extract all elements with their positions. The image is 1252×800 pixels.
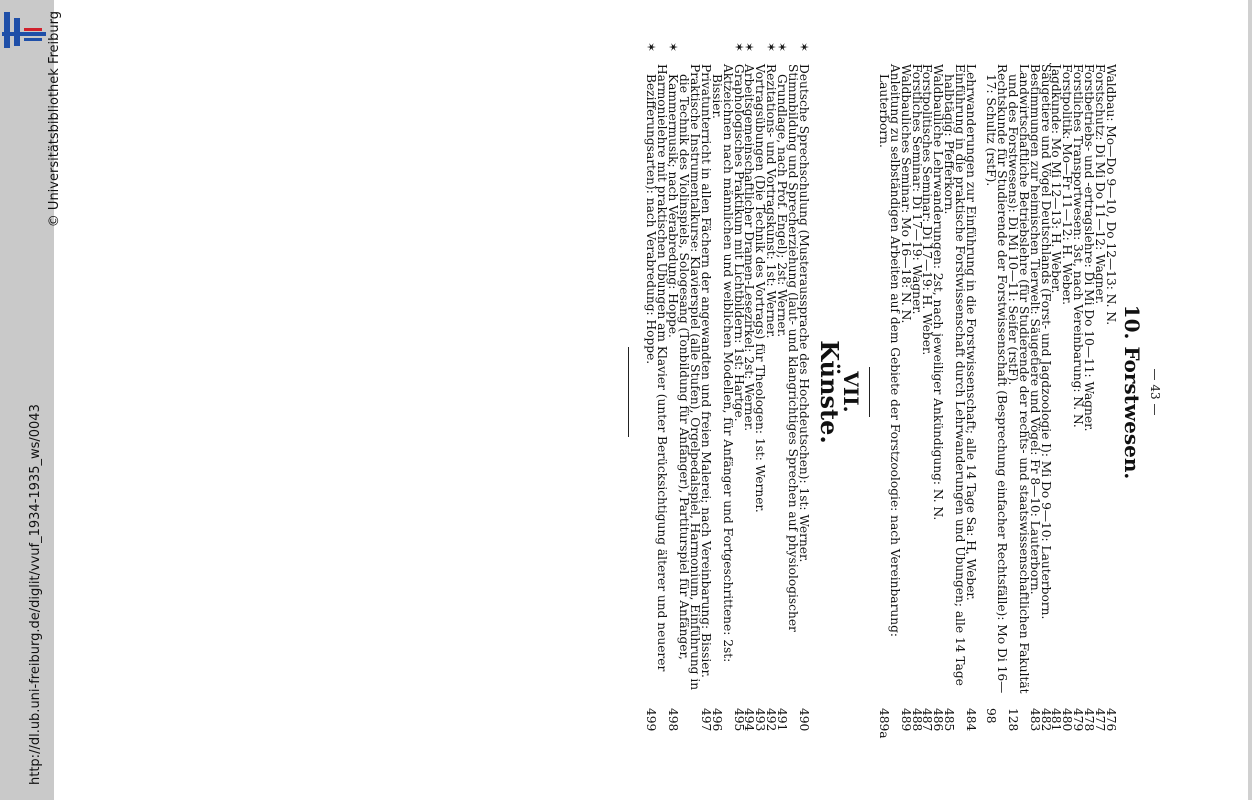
star-icon: ✶ [742, 42, 757, 53]
course-text: Säugetiere und Vögel Deutschlands (Forst- und Jagdzoologie I): Mi Do 9—10: Lauterborn. [1038, 64, 1053, 620]
course-entry [667, 42, 700, 742]
star-icon: ✶ [775, 42, 790, 53]
course-text: Forstliches Seminar: Di 17—19: Wagner. [909, 64, 924, 315]
course-text: Forstliches Transportwesen: 3st, nach Vereinbarung: N. N. [1071, 64, 1086, 428]
viewer-sidebar [0, 0, 62, 800]
course-text: Bestimmungen zur heimischen Tierwelt: Säugetiere und Vögel: Fr 8—10: Lauterborn. [1027, 64, 1042, 595]
divider-rule-bottom [628, 347, 629, 437]
course-number: 476 [1104, 708, 1118, 732]
star-icon: ✶ [644, 42, 659, 53]
star-icon: ✶ [666, 42, 681, 53]
course-entry [1060, 42, 1075, 742]
course-text: Graphologisches Praktikum mit Lichtbildern: 1st: Hartge. [731, 64, 746, 422]
course-text: Forstpolitik: Mo—Fr 11—12: H. Weber. [1060, 64, 1075, 306]
course-entry [933, 42, 944, 742]
course-number: 496 [709, 708, 724, 732]
section-title: 10. Forstwesen. [1120, 304, 1144, 480]
course-text: Aktzeichnen nach männlichen und weiblichen Modellen, für Anfänger und Fortgeschrittene: 2st: Bissier. [709, 64, 735, 663]
course-text: Waldbau: Mo—Do 9—10, Do 12—13: N. N. [1104, 64, 1118, 326]
forst-course-list [878, 42, 1116, 742]
course-number: 484 [964, 708, 979, 732]
course-number: 491 [775, 708, 790, 732]
part-number: VII. [838, 371, 863, 413]
course-number: 483 [1027, 708, 1042, 732]
course-entry [775, 42, 801, 742]
course-number: 481 [1049, 708, 1064, 732]
course-text: Forstschutz: Di Mi Do 11—12: Wagner. [1093, 64, 1108, 305]
course-text: Privatunterricht in allen Fächern der angewandten und freien Malerei; nach Vereinbarung: Bissier. [698, 64, 713, 678]
course-text: Anleitung zu selbständigen Arbeiten auf dem Gebiete der Forstzoologie: nach Vereinbarung: Lauterborn. [876, 64, 902, 637]
document-page [82, 42, 1162, 742]
course-text: Stimmbildung und Sprecherziehung (laut- und klangrichtiges Sprechen auf physiologischer Grundlage, nach Prof. Engel); 2st: Werner. [775, 64, 801, 632]
star-icon: ✶ [796, 42, 811, 53]
course-entry [985, 42, 1007, 742]
course-entry [1007, 42, 1029, 742]
scrollbar-edge [1248, 0, 1252, 800]
course-number: 498 [666, 708, 681, 732]
course-number: 499 [644, 708, 659, 732]
part-title: Künste. [814, 340, 844, 444]
permalink-url[interactable]: http://dl.ub.uni-freiburg.de/diglit/vvuf_1934-1935_ws/0043 [28, 404, 43, 785]
course-entry [878, 42, 900, 742]
course-entry [753, 42, 768, 742]
course-text: Rezitations- und Vortragskunst: 1st: Werner. [764, 64, 779, 339]
course-entry [644, 42, 670, 742]
course-number: 494 [742, 708, 757, 732]
course-number: 493 [753, 708, 768, 732]
course-number: 497 [698, 708, 713, 732]
course-text: Jagdkunde: Mo Mi 12—13: H. Weber. [1049, 64, 1064, 294]
course-text: Forstbetriebs- und -ertragslehre: Di Mi Do 10—11: Wagner. [1082, 64, 1097, 432]
page-number: — 43 — [1148, 368, 1162, 416]
course-number: 482 [1038, 708, 1053, 732]
course-number: 478 [1082, 708, 1097, 732]
course-entry [711, 42, 733, 742]
course-text: Vortragsübungen (Die Technik des Vortrags) für Theologen: 1st: Werner. [753, 64, 768, 513]
course-number: 480 [1060, 708, 1075, 732]
course-text: Deutsche Sprechschulung (Musteraussprache des Hochdeutschen): 1st: Werner. [796, 64, 811, 563]
course-text: Waldbauliche Lehrwanderungen: 2st, nach jeweiliger Ankündigung: N. N. [931, 64, 946, 521]
course-number: 98 [984, 708, 999, 724]
course-entry [942, 42, 968, 742]
course-text: Waldbauliches Seminar: Mo 16—18: N. N. [898, 64, 913, 324]
course-text: Landwirtschaftliche Betriebslehre (für Studierende der rechts- und staatswissenschaftlichen Fakultät und des Forstwesens): Di Mi 10—11: Seifer (rstF). [1005, 64, 1031, 694]
course-number: 128 [1005, 708, 1020, 732]
course-text: Forstpolitisches Seminar: Di 17—19: H. Weber. [920, 64, 935, 356]
course-text: Rechtskunde für Studierende der Forstwissenschaft (Besprechung einfacher Rechtsfälle): Mo Di 16—17: Schultz (rstF). [984, 64, 1009, 694]
course-text: Lehrwanderungen zur Einführung in die Forstwissenschaft; alle 14 Tage Sa: H. Weber. [964, 64, 979, 601]
course-number: 487 [920, 708, 935, 732]
course-number: 485 [942, 708, 957, 732]
course-number: 489 [898, 708, 913, 732]
divider-rule [869, 367, 870, 417]
course-number: 492 [764, 708, 779, 732]
course-entry [1071, 42, 1086, 742]
star-icon: ✶ [764, 42, 779, 53]
course-text: Einführung in die praktische Forstwissenschaft durch Lehrwanderungen und Übungen; alle 14 Tage halbtägig: Pfefferkorn. [942, 64, 968, 686]
sidebar-caption [27, 5, 64, 785]
star-icon: ✶ [731, 42, 746, 53]
kunst-course-list [645, 42, 809, 742]
course-text: Arbeitsgemeinschaftlicher Dramen-Lesezirkel: 2st: Werner. [742, 64, 757, 432]
course-number: 486 [931, 708, 946, 732]
course-number: 479 [1071, 708, 1086, 732]
course-number: 489a [876, 708, 891, 739]
course-number: 490 [796, 708, 811, 732]
course-text: Praktische Instrumentalkurse: Klavierspiel (alle Stufen), Orgelpedalspiel, Harmonium, Einführung in die Technik des Violinspiels, Sologesang (Tonbildung für Anfänger), Partiturspiel für Anfänger, Kammermusik; nach Verabredung: Hoppe. [666, 64, 702, 691]
copyright-notice: © Universitätsbibliothek Freiburg [47, 11, 62, 228]
course-text: Harmonielehre mit praktischen Übungen am Klavier (unter Berücksichtigung älterer und neuerer Bezifferungsarten): nach Verabredung: Hoppe. [644, 64, 670, 672]
course-number: 477 [1093, 708, 1108, 732]
course-number: 495 [731, 708, 746, 732]
course-number: 488 [909, 708, 924, 732]
